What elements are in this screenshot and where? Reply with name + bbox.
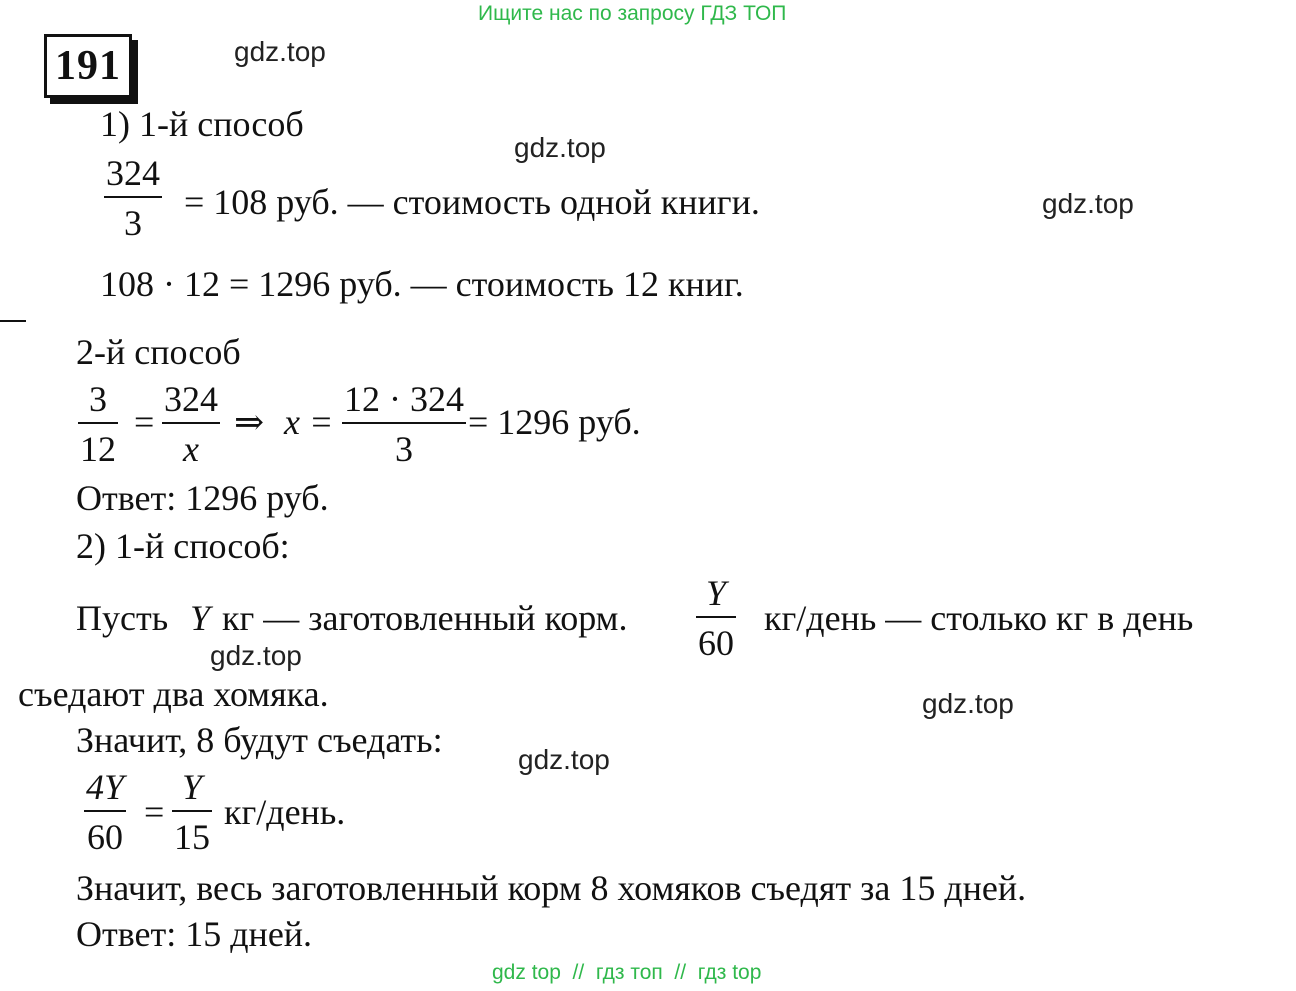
- denominator: 60: [87, 817, 124, 857]
- watermark: gdz.top: [1042, 188, 1134, 219]
- fraction-bar: [78, 422, 118, 424]
- numerator: 3: [89, 379, 107, 419]
- denominator: 3: [395, 429, 413, 469]
- fraction-y-over-60: [696, 574, 736, 662]
- eight-will-eat-line: Значит, 8 будут съедать:: [76, 720, 443, 760]
- prepared-food-text: кг — заготовленный корм.: [222, 598, 628, 638]
- bottom-banner: gdz top // гдз топ // гдз top: [492, 961, 762, 984]
- problem-number: 191: [44, 34, 132, 98]
- result-1296: = 1296 руб.: [468, 402, 641, 442]
- equals-sign: =: [144, 792, 165, 832]
- part1-heading: 1) 1-й способ: [100, 104, 304, 144]
- two-hamsters-line: съедают два хомяка.: [18, 674, 329, 714]
- answer-part1: Ответ: 1296 руб.: [76, 478, 329, 518]
- watermark: gdz.top: [922, 688, 1014, 719]
- numerator: 324: [164, 379, 218, 419]
- cost-12-books-line: 108 · 12 = 1296 руб. — стоимость 12 книг.: [100, 264, 744, 304]
- numerator: 12 · 324: [344, 379, 464, 419]
- cost-one-book-line: = 108 руб. — стоимость одной книги.: [184, 182, 760, 222]
- part2-heading: 2) 1-й способ:: [76, 526, 290, 566]
- fraction-bar: [172, 810, 212, 812]
- fraction-4y-over-60: [84, 768, 126, 856]
- denominator: 60: [698, 623, 734, 663]
- top-banner: Ищите нас по запросу ГДЗ ТОП: [478, 2, 787, 25]
- fraction-12x324-over-3: [342, 380, 466, 468]
- kg-per-day-text: кг/день — столько кг в день: [764, 598, 1194, 638]
- watermark: gdz.top: [518, 744, 610, 775]
- watermark: gdz.top: [514, 132, 606, 163]
- method2-heading: 2-й способ: [76, 332, 241, 372]
- numerator: 324: [106, 153, 160, 193]
- variable-y: Y: [190, 598, 211, 638]
- fraction-bar: [104, 196, 162, 198]
- denominator: 12: [80, 429, 116, 469]
- fraction-bar: [84, 810, 126, 812]
- watermark: gdz.top: [210, 640, 302, 671]
- numerator: Y: [705, 573, 727, 613]
- margin-mark: [0, 320, 26, 322]
- watermark: gdz.top: [234, 36, 326, 67]
- fraction-bar: [162, 422, 220, 424]
- x-equals: x =: [284, 402, 334, 442]
- denominator: x: [183, 429, 199, 469]
- numerator: Y: [181, 767, 203, 807]
- denominator: 15: [174, 817, 210, 857]
- fraction-324-over-x: [162, 380, 220, 468]
- fraction-bar: [696, 616, 736, 618]
- fraction-bar: [342, 422, 466, 424]
- fraction-3-over-12: [78, 380, 118, 468]
- denominator: 3: [124, 203, 142, 243]
- equals-sign: =: [134, 402, 155, 442]
- let-text: Пусть: [76, 598, 169, 638]
- fraction-y-over-15: [172, 768, 212, 856]
- implies-arrow: ⇒: [234, 402, 265, 442]
- kg-per-day-unit: кг/день.: [224, 792, 346, 832]
- conclusion-line: Значит, весь заготовленный корм 8 хомяков съедят за 15 дней.: [76, 868, 1027, 908]
- fraction-324-over-3: [104, 154, 162, 242]
- answer-part2: Ответ: 15 дней.: [76, 914, 313, 954]
- numerator: 4Y: [86, 767, 125, 807]
